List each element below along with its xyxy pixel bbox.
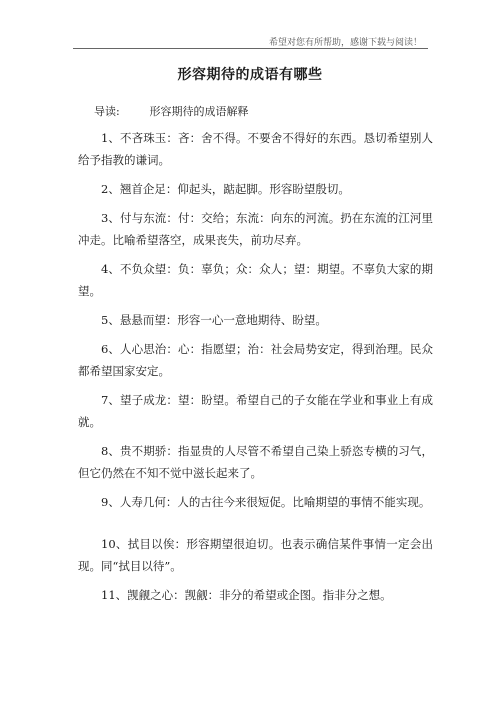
list-item: 9、人寿几何：人的古往今来很短促。比喻期望的事情不能实现。 (101, 495, 431, 509)
list-item: 4、不负众望：负：辜负；众：众人；望：期望。不辜负大家的期望。 (78, 262, 433, 298)
list-item: 1、不吝珠玉：吝：舍不得。不要舍不得好的东西。恳切希望别人给予指教的谦词。 (78, 131, 433, 167)
intro-line (94, 103, 249, 119)
list-item: 10、拭目以俟：形容期望很迫切。也表示确信某件事情一定会出现。同“拭目以待”。 (78, 537, 433, 573)
list-item: 7、望子成龙：望：盼望。希望自己的子女能在学业和事业上有成就。 (78, 393, 433, 429)
header-note: 希望对您有所帮助，感谢下载与阅读！ (268, 38, 422, 48)
entries-list (78, 127, 433, 613)
page-title: 形容期待的成语有哪些 (177, 67, 323, 83)
intro-label: 导读: (94, 105, 120, 118)
list-item: 8、贵不期骄：指显贵的人尽管不希望自己染上骄恣专横的习气，但它仍然在不知不觉中滋长起来了。 (78, 444, 433, 480)
intro-text: 形容期待的成语解释 (149, 105, 249, 118)
list-item: 2、翘首企足：仰起头，踮起脚。形容盼望殷切。 (101, 182, 350, 196)
list-item: 3、付与东流：付：交给；东流：向东的河流。扔在东流的江河里冲走。比喻希望落空，成果丧失，前功尽弃。 (78, 211, 433, 247)
list-item: 6、人心思治：心：指愿望；治：社会局势安定，得到治理。民众都希望国家安定。 (78, 342, 433, 378)
header-divider (73, 48, 428, 49)
list-item: 11、觊觎之心：觊觎：非分的希望或企图。指非分之想。 (101, 588, 392, 602)
list-item: 5、悬悬而望：形容一心一意地期待、盼望。 (101, 313, 327, 327)
